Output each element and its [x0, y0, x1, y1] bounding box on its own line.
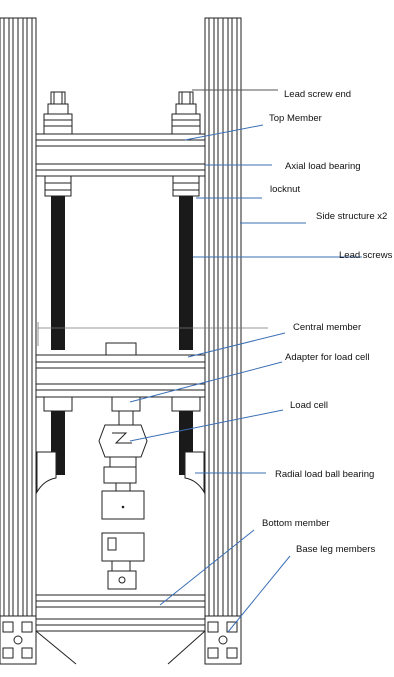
right-side-structure: [205, 18, 241, 616]
label-top-member: Top Member: [269, 113, 322, 124]
label-base-leg-members: Base leg members: [296, 544, 376, 555]
lower-grip: [102, 533, 144, 589]
label-axial-load-bearing: Axial load bearing: [285, 161, 361, 172]
base-leg-left: [0, 616, 36, 664]
lead-screw-left-upper: [51, 196, 65, 350]
label-load-cell: Load cell: [290, 400, 329, 411]
label-adapter-load-cell: Adapter for load cell: [285, 352, 370, 363]
label-radial-bearing: Radial load ball bearing: [275, 469, 375, 480]
lead-screw-right-upper: [179, 196, 193, 350]
label-bottom-member: Bottom member: [262, 518, 330, 529]
label-side-structure: Side structure x2: [316, 211, 388, 222]
label-lead-screw-end: Lead screw end: [284, 89, 352, 100]
bearing-nuts: [44, 397, 200, 411]
label-lead-screws: Lead screws: [339, 250, 393, 261]
label-central-member: Central member: [293, 322, 362, 333]
locknut-right: [173, 176, 199, 196]
lead-screw-end-right: [172, 92, 200, 134]
label-locknut: locknut: [270, 184, 301, 195]
load-cell-assembly: [99, 411, 147, 519]
top-member: [36, 134, 205, 176]
lead-screw-end-left: [44, 92, 72, 134]
left-side-structure: [0, 18, 36, 616]
bottom-member: [36, 595, 205, 664]
locknut-left: [45, 176, 71, 196]
